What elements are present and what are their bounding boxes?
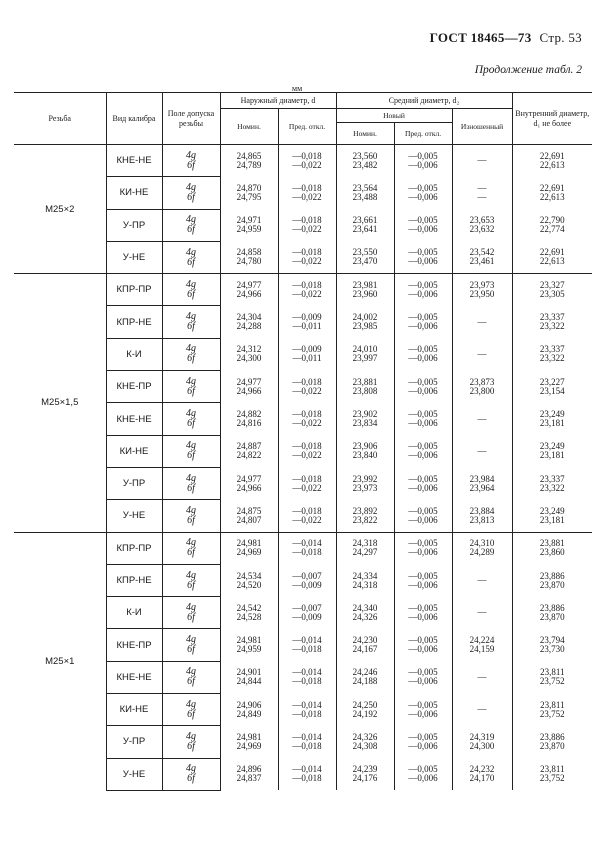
- value-od: 24,858 24,780: [220, 241, 278, 273]
- value-md: 24,326 24,308: [336, 726, 394, 758]
- standard-title: ГОСТ 18465—73: [429, 30, 532, 45]
- calibre-type: КИ-НЕ: [106, 435, 162, 467]
- value-id: 23,886 23,870: [512, 726, 592, 758]
- value-worn: 23,984 23,964: [452, 467, 512, 499]
- value-worn: —: [452, 661, 512, 693]
- value-mdd: —0,005 —0,006: [394, 726, 452, 758]
- value-worn: 24,232 24,170: [452, 758, 512, 790]
- value-odd: —0,018 —0,022: [278, 209, 336, 241]
- value-id: 23,811 23,752: [512, 758, 592, 790]
- value-mdd: —0,005 —0,006: [394, 371, 452, 403]
- col-middle-nom-header: Номин.: [336, 123, 394, 145]
- value-mdd: —0,005 —0,006: [394, 306, 452, 338]
- value-mdd: —0,005 —0,006: [394, 758, 452, 790]
- value-odd: —0,018 —0,022: [278, 241, 336, 273]
- value-md: 24,318 24,297: [336, 532, 394, 564]
- value-od: 24,977 24,966: [220, 467, 278, 499]
- value-md: 24,010 23,997: [336, 338, 394, 370]
- value-odd: —0,009 —0,011: [278, 306, 336, 338]
- value-mdd: —0,005 —0,006: [394, 435, 452, 467]
- value-od: 24,865 24,789: [220, 145, 278, 177]
- value-od: 24,896 24,837: [220, 758, 278, 790]
- value-odd: —0,007 —0,009: [278, 597, 336, 629]
- value-id: 22,691 22,613: [512, 145, 592, 177]
- value-md: 24,250 24,192: [336, 694, 394, 726]
- tolerance-field: 4g 6f: [162, 629, 220, 661]
- value-od: 24,977 24,966: [220, 371, 278, 403]
- value-id: 23,249 23,181: [512, 403, 592, 435]
- dimensions-table: [14, 92, 592, 791]
- tolerance-field: 4g 6f: [162, 177, 220, 209]
- value-id: 23,337 23,322: [512, 467, 592, 499]
- value-id: 22,691 22,613: [512, 177, 592, 209]
- table-row: [14, 274, 592, 306]
- value-id: 23,794 23,730: [512, 629, 592, 661]
- value-id: 23,249 23,181: [512, 435, 592, 467]
- value-md: 24,239 24,176: [336, 758, 394, 790]
- value-md: 23,881 23,808: [336, 371, 394, 403]
- calibre-type: К-И: [106, 597, 162, 629]
- value-md: 24,002 23,985: [336, 306, 394, 338]
- value-md: 23,560 23,482: [336, 145, 394, 177]
- value-worn: —: [452, 597, 512, 629]
- calibre-type: КПР-ПР: [106, 274, 162, 306]
- value-odd: —0,018 —0,022: [278, 403, 336, 435]
- value-id: 23,886 23,870: [512, 597, 592, 629]
- value-odd: —0,018 —0,022: [278, 274, 336, 306]
- value-odd: —0,014 —0,018: [278, 661, 336, 693]
- calibre-type: У-НЕ: [106, 758, 162, 790]
- value-od: 24,882 24,816: [220, 403, 278, 435]
- value-od: 24,981 24,969: [220, 726, 278, 758]
- value-worn: 23,653 23,632: [452, 209, 512, 241]
- value-worn: 24,224 24,159: [452, 629, 512, 661]
- calibre-type: У-НЕ: [106, 241, 162, 273]
- tolerance-field: 4g 6f: [162, 661, 220, 693]
- value-mdd: —0,005 —0,006: [394, 467, 452, 499]
- value-mdd: —0,005 —0,006: [394, 500, 452, 532]
- value-odd: —0,014 —0,018: [278, 532, 336, 564]
- tolerance-field: 4g 6f: [162, 597, 220, 629]
- value-mdd: —0,005 —0,006: [394, 338, 452, 370]
- value-md: 24,246 24,188: [336, 661, 394, 693]
- table-continuation-note: Продолжение табл. 2: [474, 64, 582, 76]
- value-id: 23,337 23,322: [512, 338, 592, 370]
- tolerance-field: 4g 6f: [162, 209, 220, 241]
- value-odd: —0,014 —0,018: [278, 629, 336, 661]
- value-worn: —: [452, 338, 512, 370]
- value-mdd: —0,005 —0,006: [394, 564, 452, 596]
- value-id: 23,327 23,305: [512, 274, 592, 306]
- value-od: 24,906 24,849: [220, 694, 278, 726]
- value-mdd: —0,005 —0,006: [394, 145, 452, 177]
- value-id: 22,790 22,774: [512, 209, 592, 241]
- calibre-type: КНЕ-НЕ: [106, 145, 162, 177]
- tolerance-field: 4g 6f: [162, 726, 220, 758]
- value-od: 24,901 24,844: [220, 661, 278, 693]
- value-mdd: —0,005 —0,006: [394, 403, 452, 435]
- tolerance-field: 4g 6f: [162, 758, 220, 790]
- value-odd: —0,018 —0,022: [278, 435, 336, 467]
- col-outer-dev-header: Пред. откл.: [278, 109, 336, 145]
- value-odd: —0,018 —0,022: [278, 145, 336, 177]
- calibre-type: У-ПР: [106, 209, 162, 241]
- value-odd: —0,018 —0,022: [278, 371, 336, 403]
- value-odd: —0,014 —0,018: [278, 694, 336, 726]
- value-worn: — —: [452, 177, 512, 209]
- tolerance-field: 4g 6f: [162, 306, 220, 338]
- value-od: 24,887 24,822: [220, 435, 278, 467]
- tolerance-field: 4g 6f: [162, 532, 220, 564]
- thread-designation: М25×2: [14, 145, 106, 274]
- value-id: 23,227 23,154: [512, 371, 592, 403]
- calibre-type: КНЕ-ПР: [106, 371, 162, 403]
- value-odd: —0,018 —0,022: [278, 467, 336, 499]
- value-worn: 23,884 23,813: [452, 500, 512, 532]
- thread-designation: М25×1,5: [14, 274, 106, 532]
- col-tolerance-header: Поле допуска резьбы: [162, 93, 220, 145]
- value-worn: —: [452, 306, 512, 338]
- value-od: 24,981 24,969: [220, 532, 278, 564]
- value-md: 23,892 23,822: [336, 500, 394, 532]
- value-md: 23,661 23,641: [336, 209, 394, 241]
- value-od: 24,875 24,807: [220, 500, 278, 532]
- calibre-type: КНЕ-ПР: [106, 629, 162, 661]
- value-mdd: —0,005 —0,006: [394, 177, 452, 209]
- value-od: 24,312 24,300: [220, 338, 278, 370]
- value-odd: —0,014 —0,018: [278, 726, 336, 758]
- tolerance-field: 4g 6f: [162, 274, 220, 306]
- tolerance-field: 4g 6f: [162, 694, 220, 726]
- col-middle-diameter-header: Средний диаметр, d₂: [336, 93, 512, 109]
- value-worn: —: [452, 435, 512, 467]
- value-id: 23,337 23,322: [512, 306, 592, 338]
- calibre-type: КПР-НЕ: [106, 564, 162, 596]
- calibre-type: КПР-ПР: [106, 532, 162, 564]
- value-id: 23,811 23,752: [512, 661, 592, 693]
- value-od: 24,981 24,959: [220, 629, 278, 661]
- tolerance-field: 4g 6f: [162, 371, 220, 403]
- tolerance-field: 4g 6f: [162, 145, 220, 177]
- value-worn: 24,319 24,300: [452, 726, 512, 758]
- value-md: 24,340 24,326: [336, 597, 394, 629]
- value-od: 24,870 24,795: [220, 177, 278, 209]
- calibre-type: У-ПР: [106, 467, 162, 499]
- value-worn: 24,310 24,289: [452, 532, 512, 564]
- value-id: 23,249 23,181: [512, 500, 592, 532]
- col-middle-dev-header: Пред. откл.: [394, 123, 452, 145]
- value-worn: 23,973 23,950: [452, 274, 512, 306]
- col-calibre-header: Вид калибра: [106, 93, 162, 145]
- calibre-type: КИ-НЕ: [106, 694, 162, 726]
- value-worn: —: [452, 564, 512, 596]
- value-worn: —: [452, 403, 512, 435]
- calibre-type: У-НЕ: [106, 500, 162, 532]
- page-number: Стр. 53: [539, 30, 582, 45]
- value-mdd: —0,005 —0,006: [394, 241, 452, 273]
- col-worn-header: Изношенный: [452, 109, 512, 145]
- col-outer-nom-header: Номин.: [220, 109, 278, 145]
- value-odd: —0,018 —0,022: [278, 177, 336, 209]
- tolerance-field: 4g 6f: [162, 241, 220, 273]
- value-od: 24,304 24,288: [220, 306, 278, 338]
- value-mdd: —0,005 —0,006: [394, 661, 452, 693]
- value-odd: —0,009 —0,011: [278, 338, 336, 370]
- value-md: 24,334 24,318: [336, 564, 394, 596]
- tolerance-field: 4g 6f: [162, 500, 220, 532]
- tolerance-field: 4g 6f: [162, 403, 220, 435]
- unit-label: мм: [292, 84, 303, 93]
- dimensions-table-wrapper: [14, 92, 592, 791]
- value-id: 23,881 23,860: [512, 532, 592, 564]
- calibre-type: КНЕ-НЕ: [106, 661, 162, 693]
- col-new-header: Новый: [336, 109, 452, 123]
- value-mdd: —0,005 —0,006: [394, 694, 452, 726]
- value-od: 24,977 24,966: [220, 274, 278, 306]
- table-row: [14, 145, 592, 177]
- value-odd: —0,018 —0,022: [278, 500, 336, 532]
- value-id: 23,886 23,870: [512, 564, 592, 596]
- calibre-type: К-И: [106, 338, 162, 370]
- thread-designation: М25×1: [14, 532, 106, 790]
- col-outer-diameter-header: Наружный диаметр, d: [220, 93, 336, 109]
- value-worn: 23,542 23,461: [452, 241, 512, 273]
- tolerance-field: 4g 6f: [162, 435, 220, 467]
- value-mdd: —0,005 —0,006: [394, 532, 452, 564]
- table-row: [14, 532, 592, 564]
- calibre-type: У-ПР: [106, 726, 162, 758]
- value-worn: —: [452, 145, 512, 177]
- page-header: [430, 30, 582, 46]
- value-odd: —0,014 —0,018: [278, 758, 336, 790]
- value-md: 23,992 23,973: [336, 467, 394, 499]
- value-md: 23,981 23,960: [336, 274, 394, 306]
- value-md: 23,564 23,488: [336, 177, 394, 209]
- value-md: 23,902 23,834: [336, 403, 394, 435]
- table-body: [14, 145, 592, 791]
- value-od: 24,971 24,959: [220, 209, 278, 241]
- value-mdd: —0,005 —0,006: [394, 274, 452, 306]
- value-mdd: —0,005 —0,006: [394, 629, 452, 661]
- value-od: 24,534 24,520: [220, 564, 278, 596]
- col-thread-header: Резьба: [14, 93, 106, 145]
- value-md: 24,230 24,167: [336, 629, 394, 661]
- value-od: 24,542 24,528: [220, 597, 278, 629]
- value-odd: —0,007 —0,009: [278, 564, 336, 596]
- value-md: 23,550 23,470: [336, 241, 394, 273]
- value-worn: —: [452, 694, 512, 726]
- calibre-type: КИ-НЕ: [106, 177, 162, 209]
- tolerance-field: 4g 6f: [162, 564, 220, 596]
- value-id: 23,811 23,752: [512, 694, 592, 726]
- value-mdd: —0,005 —0,006: [394, 209, 452, 241]
- col-inner-diameter-header: Внутренний диаметр, d₁ не более: [512, 93, 592, 145]
- tolerance-field: 4g 6f: [162, 467, 220, 499]
- tolerance-field: 4g 6f: [162, 338, 220, 370]
- value-worn: 23,873 23,800: [452, 371, 512, 403]
- value-id: 22,691 22,613: [512, 241, 592, 273]
- calibre-type: КНЕ-НЕ: [106, 403, 162, 435]
- value-md: 23,906 23,840: [336, 435, 394, 467]
- value-mdd: —0,005 —0,006: [394, 597, 452, 629]
- calibre-type: КПР-НЕ: [106, 306, 162, 338]
